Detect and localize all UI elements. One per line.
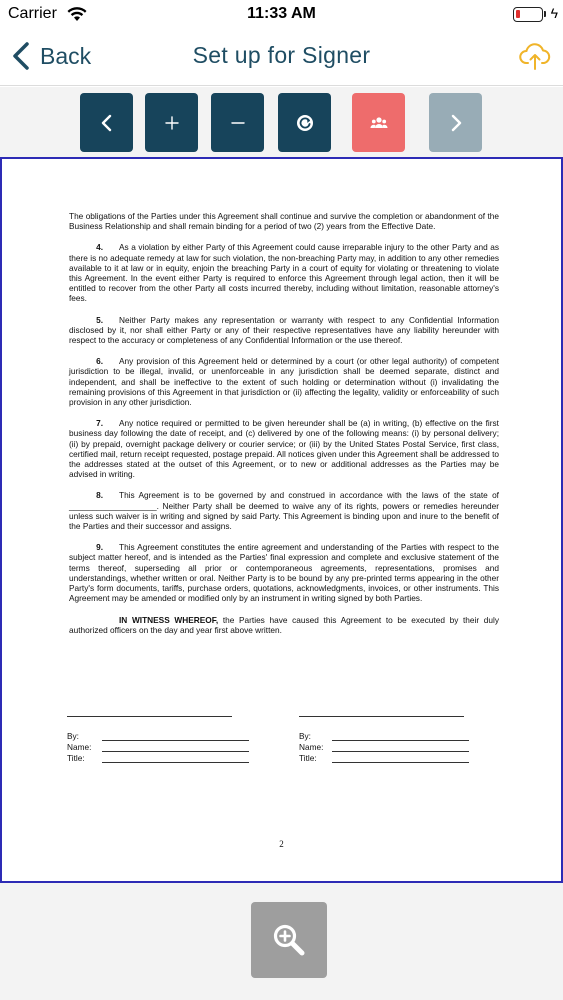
status-time: 11:33 AM (247, 5, 316, 22)
witness-clause: IN WITNESS WHEREOF, the Parties have caused this Agreement to be executed by their duly authorized officers on the day and year first above written. (69, 614, 500, 635)
toolbar (0, 87, 563, 157)
bottom-bar (0, 883, 563, 1000)
name-label-left: Name: (67, 742, 92, 752)
document-section: 9. This Agreement constitutes the entire agreement and understanding of the Parties with respect to the subject matter hereof, and is intended as the Parties' final expression and complete and exclusive statement of the terms thereof, superseding all prior or contemporaneous agreements, representations, promises and understandings, whether written or oral. Neither Party is to be bound by any pre-printed terms appearing in the other Party's form documents, tariffs, purchase orders, quotations, acknowledgments, invoices, or other instruments. This Agreement may be amended or modified only by an instrument in writing signed by both Parties. (69, 542, 499, 604)
cloud-upload-icon[interactable] (519, 42, 551, 72)
zoom-out-button[interactable] (211, 93, 264, 152)
carrier-label: Carrier (8, 5, 57, 22)
by-label-right: By: (299, 731, 311, 741)
signers-button[interactable] (352, 93, 405, 152)
magnify-button[interactable] (251, 902, 327, 978)
zoom-in-button[interactable] (145, 93, 198, 152)
page-number: 2 (279, 839, 284, 849)
title-label-right: Title: (299, 753, 317, 763)
signature-line-left[interactable] (67, 716, 232, 717)
title-field-left[interactable] (102, 762, 249, 763)
name-field-right[interactable] (332, 751, 469, 752)
document-page-text (69, 211, 499, 646)
previous-page-button[interactable] (80, 93, 133, 152)
plus-icon (161, 112, 183, 134)
chevron-left-icon (96, 112, 118, 134)
magnify-plus-icon (271, 922, 307, 958)
document-viewer[interactable] (0, 157, 563, 883)
document-section: 4. As a violation by either Party of this Agreement could cause irreparable injury to the other Party and as there is no adequate remedy at law for such violation, the non-breaching Party may, in addition to any other remedies available to it at law or in equity, enjoin the breaching Party in a court of equity for violating or threatening to violate this Agreement. In the event either Party is required to enforce this Agreement through legal action, then it will be entitled to recover from the other Party all costs incurred thereby, including without limitation, reasonable attorney's fees. (69, 242, 499, 304)
by-label-left: By: (67, 731, 79, 741)
name-label-right: Name: (299, 742, 324, 752)
status-bar (0, 0, 563, 30)
group-icon (368, 112, 390, 134)
by-field-left[interactable] (102, 740, 249, 741)
rotate-icon (294, 112, 316, 134)
document-section: 6. Any provision of this Agreement held or determined by a court (or other legal authority) of competent jurisdiction to be illegal, invalid, or unenforceable in any jurisdiction shall be deemed separate, distinct and independent, and shall be ineffective to the extent of such holding or determination without (i) invalidating the remaining provisions of this Agreement in that jurisdiction or (ii) affecting the legality, validity or enforceability of such provision in any other jurisdiction. (69, 356, 499, 408)
document-section: 8. This Agreement is to be governed by and construed in accordance with the laws of the state of ___________________. Neither Party shall be deemed to waive any of its rights, powers or remedies hereunder unless such waiver is in writing and signed by said Party. This Agreement is binding upon and inure to the benefit of the Parties and their successor and assigns. (69, 490, 499, 532)
title-label-left: Title: (67, 753, 85, 763)
charging-icon: ϟ (550, 5, 558, 21)
document-section: 7. Any notice required or permitted to be given hereunder shall be (a) in writing, (b) effective on the first business day following the date of receipt, and (c) delivered by one of the following means: (i) by personal delivery; (ii) by prepaid, overnight package delivery or courier service; or (iii) by the United States Postal Service, first class, certified mail, return receipt requested, postage prepaid. All notices given under this Agreement shall be addressed to the addresses stated at the outset of this Agreement, or to new or additional addresses as the Parties may be advised in writing. (69, 418, 499, 480)
by-field-right[interactable] (332, 740, 469, 741)
signature-line-right[interactable] (299, 716, 464, 717)
document-intro: The obligations of the Parties under this Agreement shall continue and survive the completion or abandonment of the Business Relationship and shall remain binding for a period of two (2) years from the Effective Date. (69, 211, 499, 232)
rotate-button[interactable] (278, 93, 331, 152)
back-label: Back (40, 42, 92, 69)
next-page-button[interactable] (429, 93, 482, 152)
navigation-bar (0, 30, 563, 86)
minus-icon (227, 112, 249, 134)
battery-tip (544, 11, 546, 17)
name-field-left[interactable] (102, 751, 249, 752)
document-section: 5. Neither Party makes any representation or warranty with respect to any Confidential Information disclosed by it, nor shall either Party or any of their respective representatives have any liability hereunder with respect to the accuracy or completeness of any Confidential Information or the use thereof. (69, 314, 499, 346)
battery-icon (513, 7, 543, 22)
title-field-right[interactable] (332, 762, 469, 763)
page-title: Set up for Signer (192, 42, 371, 68)
chevron-right-icon (445, 112, 467, 134)
